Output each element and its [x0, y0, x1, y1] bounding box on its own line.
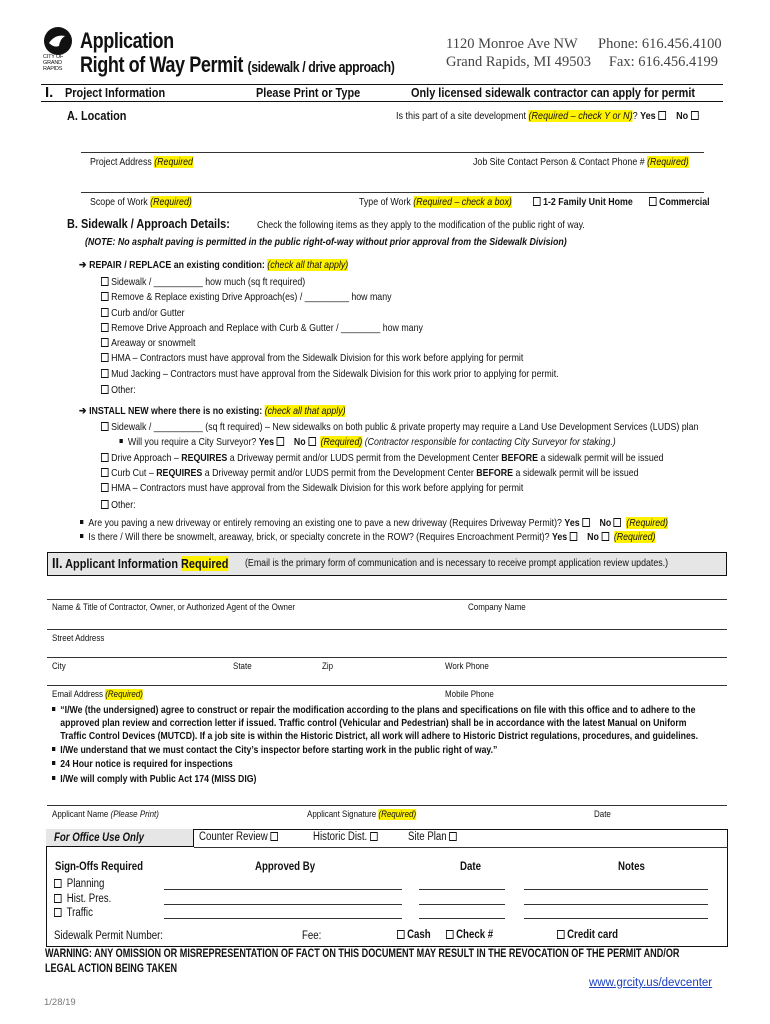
date-heading: Date [460, 861, 481, 873]
contact-phone-fax: Phone: 616.456.4100 Fax: 616.456.4199 [598, 36, 722, 70]
repair-item[interactable]: Curb and/or Gutter [101, 306, 559, 321]
counter-review-checkbox[interactable] [270, 832, 278, 841]
signoff-traffic[interactable]: Traffic [54, 906, 111, 921]
arrow-right-icon: ➔ [79, 259, 87, 271]
site-plan[interactable]: Site Plan [408, 831, 469, 843]
page-subtitle: (sidewalk / drive approach) [247, 59, 395, 76]
section-1-title: Project Information [65, 85, 166, 100]
date-line[interactable] [419, 918, 505, 919]
logo-text: CITY OF GRAND RAPIDS [43, 54, 64, 72]
scope-of-work-field[interactable] [81, 192, 704, 193]
family-home-option[interactable]: 1-2 Family Unit Home [533, 196, 652, 208]
checkbox[interactable] [101, 277, 109, 286]
city-logo [43, 26, 73, 74]
company-name-label: Company Name [468, 602, 526, 613]
surveyor-question: Will you require a City Surveyor? Yes No (Required) (Contractor responsible for contacting City Surveyor for staking.) [101, 435, 698, 450]
street-address-field[interactable] [47, 629, 727, 630]
arrow-right-icon: ➔ [79, 405, 87, 417]
install-item-sidewalk[interactable]: Sidewalk / __________ (sq ft required) – New sidewalks on both public & private property may require a Land Use Development Services (LUDS) plan [101, 420, 698, 435]
project-address-field[interactable] [81, 152, 704, 153]
state-label: State [233, 661, 252, 672]
applicant-signature-label: Applicant Signature (Required) [307, 809, 417, 820]
check-option[interactable]: Check # [446, 929, 502, 941]
page-title-line2: Right of Way Permit (sidewalk / drive approach) [80, 52, 395, 77]
notes-line[interactable] [524, 904, 708, 905]
credit-card-checkbox[interactable] [557, 930, 565, 939]
checkbox[interactable] [101, 323, 109, 332]
applicant-signature-line[interactable] [47, 805, 727, 806]
checkbox[interactable] [101, 422, 109, 431]
signoff-list [54, 877, 122, 921]
work-phone-label: Work Phone [445, 661, 489, 672]
signoffs-heading: Sign-Offs Required [55, 861, 144, 873]
repair-list [101, 275, 646, 398]
snowmelt-question: Is there / Will there be snowmelt, areaway, brick, or specialty concrete in the ROW? (Requires Encroachment Permit)? Yes No (Required) [80, 531, 765, 543]
install-heading: ➔ INSTALL NEW where there is no existing: (check all that apply) [79, 405, 346, 417]
install-item-hma[interactable]: HMA – Contractors must have approval from the Sidewalk Division for this work before applying for permit [101, 481, 698, 496]
repair-item[interactable]: Areaway or snowmelt [101, 336, 559, 351]
site-development-question: Is this part of a site development (Required – check Y or N)? Yes No [396, 110, 751, 122]
credit-card-option[interactable]: Credit card [557, 929, 630, 941]
name-title-field[interactable] [47, 599, 727, 600]
install-item-drive-approach[interactable]: Drive Approach – REQUIRES a Driveway permit and/or LUDS permit from the Development Center BEFORE a sidewalk permit will be issued [101, 451, 698, 466]
signoff-hist-pres[interactable]: Hist. Pres. [54, 892, 111, 907]
install-item-curb-cut[interactable]: Curb Cut – REQUIRES a Driveway permit and/or LUDS permit from the Development Center BEFORE a sidewalk permit will be issued [101, 466, 698, 481]
job-contact-label: Job Site Contact Person & Contact Phone # (Required) [473, 156, 689, 168]
site-dev-yes-checkbox[interactable] [658, 111, 666, 120]
cash-option[interactable]: Cash [397, 929, 437, 941]
name-title-label: Name & Title of Contractor, Owner, or Authorized Agent of the Owner [52, 602, 296, 613]
office-use-label: For Office Use Only [54, 832, 145, 844]
repair-item[interactable]: Other: [101, 383, 559, 398]
repair-heading: ➔ REPAIR / REPLACE an existing condition: (check all that apply) [79, 259, 349, 271]
city-field[interactable] [47, 657, 727, 658]
driveway-no-checkbox[interactable] [614, 518, 622, 527]
form-version: 1/28/19 [44, 997, 76, 1008]
check-checkbox[interactable] [446, 930, 454, 939]
type-of-work-label: Type of Work (Required – check a box) [359, 196, 512, 208]
section-2-title: II. Applicant Information Required [52, 555, 229, 572]
zip-label: Zip [322, 661, 334, 672]
print-note: Please Print or Type [256, 85, 361, 100]
agreement-text: “I/We (the undersigned) agree to construct or repair the modification according to the plans and specifications on file with this office and to adhere to the approved plan review and correction letter if issued. Traffic control (Vehicular and Pedestrian) shall be in accordance with the latest Manual on Uniform Traffic Control Devices (MUTCD). If a job site is within the Historic District, all work will adhere to Historic District regulations, procedures, and guidelines. I/We understand that we must contact the City’s inspector before starting work in the public right of way.” 24 Hour notice is required for inspections I/We will comply with Public Act 174 (MISS DIG) [52, 704, 770, 786]
warning-text: WARNING: ANY OMISSION OR MISREPRESENTATION OF FACT ON THIS DOCUMENT MAY RESULT IN THE REVOCATION OF THE PERMIT AND/OR LEGAL ACTION BEING TAKEN [45, 948, 680, 975]
historic-checkbox[interactable] [370, 832, 378, 841]
signoff-planning[interactable]: Planning [54, 877, 111, 892]
commercial-option[interactable]: Commercial [649, 196, 721, 208]
approved-by-line[interactable] [164, 889, 402, 890]
commercial-checkbox[interactable] [649, 197, 657, 206]
address: 1120 Monroe Ave NW Grand Rapids, MI 49503 [446, 36, 591, 70]
repair-item[interactable]: Mud Jacking – Contractors must have approval from the Sidewalk Division for this work prior to applying for permit. [101, 367, 559, 382]
checkbox[interactable] [101, 483, 109, 492]
family-home-checkbox[interactable] [533, 197, 541, 206]
notes-line[interactable] [524, 918, 708, 919]
office-divider [194, 847, 728, 848]
fee-label: Fee: [302, 930, 322, 942]
driveway-question: Are you paving a new driveway or entirely removing an existing one to pave a new driveway (Requires Driveway Permit)? Yes No (Required) [80, 517, 770, 529]
city-seal-icon [43, 26, 73, 56]
checkbox[interactable] [54, 908, 62, 917]
repair-item[interactable]: Remove & Replace existing Drive Approach(es) / _________ how many [101, 290, 559, 305]
checkbox[interactable] [54, 879, 62, 888]
approved-by-line[interactable] [164, 904, 402, 905]
asphalt-note: (NOTE: No asphalt paving is permitted in the public right-of-way without prior approval from the Sidewalk Division) [85, 236, 567, 248]
devcenter-link[interactable]: www.grcity.us/devcenter [589, 977, 713, 989]
scope-of-work-label: Scope of Work (Required) [90, 196, 192, 208]
notes-heading: Notes [618, 861, 645, 873]
site-dev-no-checkbox[interactable] [691, 111, 699, 120]
checkbox[interactable] [101, 338, 109, 347]
surveyor-yes-checkbox[interactable] [276, 437, 284, 446]
checkbox[interactable] [101, 468, 109, 477]
city-label: City [52, 661, 66, 672]
notes-line[interactable] [524, 889, 708, 890]
snowmelt-no-checkbox[interactable] [601, 532, 609, 541]
section-b-intro: Check the following items as they apply to the modification of the public right of way. [257, 219, 585, 231]
permit-number-label: Sidewalk Permit Number: [54, 930, 163, 942]
site-plan-checkbox[interactable] [449, 832, 457, 841]
email-field[interactable] [47, 685, 727, 686]
email-label: Email Address (Required) [52, 689, 143, 700]
approved-by-line[interactable] [164, 918, 402, 919]
historic-district[interactable]: Historic Dist. [313, 831, 393, 843]
section-2-note: (Email is the primary form of communication and is necessary to receive prompt application review updates.) [245, 557, 669, 569]
project-address-label: Project Address (Required [90, 156, 193, 168]
date-line[interactable] [419, 889, 505, 890]
mobile-phone-label: Mobile Phone [445, 689, 494, 700]
install-list [101, 420, 770, 514]
signature-date-label: Date [594, 809, 611, 820]
page-title: Application [80, 28, 174, 53]
checkbox[interactable] [101, 385, 109, 394]
driveway-yes-checkbox[interactable] [582, 518, 590, 527]
location-label: A. Location [67, 108, 127, 123]
applicant-name-label: Applicant Name (Please Print) [52, 809, 159, 820]
install-item-other[interactable]: Other: [101, 498, 698, 513]
approved-by-heading: Approved By [255, 861, 316, 873]
checkbox[interactable] [101, 292, 109, 301]
repair-item[interactable]: Sidewalk / __________ how much (sq ft required) [101, 275, 559, 290]
counter-review[interactable]: Counter Review [199, 831, 296, 843]
licensed-note: Only licensed sidewalk contractor can apply for permit [411, 85, 696, 100]
date-line[interactable] [419, 904, 505, 905]
snowmelt-yes-checkbox[interactable] [570, 532, 578, 541]
surveyor-no-checkbox[interactable] [308, 437, 316, 446]
checkbox[interactable] [101, 500, 109, 509]
checkbox[interactable] [101, 369, 109, 378]
checkbox[interactable] [54, 894, 62, 903]
section-b-title: B. Sidewalk / Approach Details: [67, 216, 230, 231]
street-address-label: Street Address [52, 633, 105, 644]
cash-checkbox[interactable] [397, 930, 405, 939]
checkbox[interactable] [101, 453, 109, 462]
section-1-number: I. [45, 84, 54, 101]
checkbox[interactable] [101, 353, 109, 362]
repair-item[interactable]: HMA – Contractors must have approval from the Sidewalk Division for this work before applying for permit [101, 351, 559, 366]
checkbox[interactable] [101, 308, 109, 317]
repair-item[interactable]: Remove Drive Approach and Replace with Curb & Gutter / ________ how many [101, 321, 559, 336]
